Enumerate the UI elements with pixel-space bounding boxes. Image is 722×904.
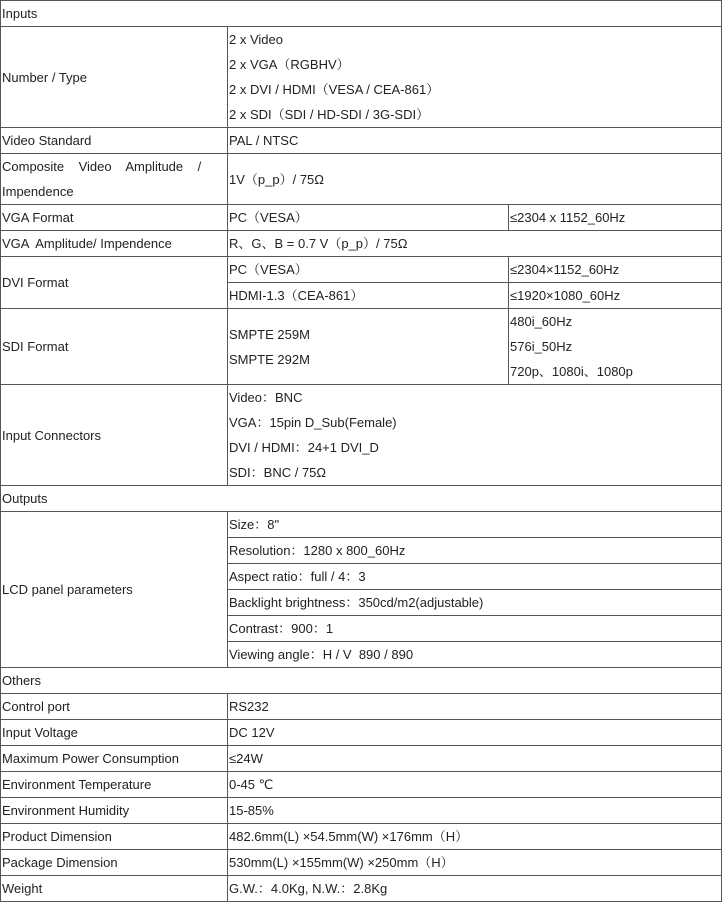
row-product-dimension (1, 824, 722, 850)
value-line: 720p、1080i、1080p (510, 364, 633, 379)
row-value: 482.6mm(L) ×54.5mm(W) ×176mm（H） (228, 824, 722, 850)
row-label (1, 154, 228, 205)
row-value: ≤24W (228, 746, 722, 772)
row-label: SDI Format (1, 309, 228, 385)
row-package-dimension (1, 850, 722, 876)
section-header-inputs (1, 1, 722, 27)
section-title: Inputs (1, 1, 722, 27)
row-control-port (1, 694, 722, 720)
row-value: PC（VESA） (228, 257, 509, 283)
value-line: SDI：BNC / 75Ω (229, 465, 327, 480)
row-sdi-format (1, 309, 722, 385)
row-value (228, 385, 722, 486)
row-label: Number / Type (1, 27, 228, 128)
row-value: R、G、B = 0.7 V（p_p）/ 75Ω (228, 231, 722, 257)
row-value: 530mm(L) ×155mm(W) ×250mm（H） (228, 850, 722, 876)
row-resolution: ≤1920×1080_60Hz (509, 283, 722, 309)
row-label: Environment Temperature (1, 772, 228, 798)
row-value: Contrast：900：1 (228, 616, 722, 642)
row-label: Package Dimension (1, 850, 228, 876)
row-value: HDMI-1.3（CEA-861） (228, 283, 509, 309)
row-value: Aspect ratio：full / 4：3 (228, 564, 722, 590)
value-line: VGA：15pin D_Sub(Female) (229, 415, 397, 430)
row-max-power (1, 746, 722, 772)
row-label: LCD panel parameters (1, 512, 228, 668)
value-line: Video：BNC (229, 390, 303, 405)
row-value: RS232 (228, 694, 722, 720)
section-header-others (1, 668, 722, 694)
row-env-humidity (1, 798, 722, 824)
row-value: Backlight brightness：350cd/m2(adjustable) (228, 590, 722, 616)
value-line: 2 x SDI（SDI / HD-SDI / 3G-SDI） (229, 107, 430, 122)
row-value (228, 27, 722, 128)
row-label: DVI Format (1, 257, 228, 309)
value-line: SMPTE 259M (229, 326, 310, 342)
row-value: Viewing angle：H / V 890 / 890 (228, 642, 722, 668)
row-value: 15-85% (228, 798, 722, 824)
section-header-outputs (1, 486, 722, 512)
row-vga-amplitude (1, 231, 722, 257)
row-label: Product Dimension (1, 824, 228, 850)
section-title: Outputs (1, 486, 722, 512)
value-line: DVI / HDMI：24+1 DVI_D (229, 440, 379, 455)
value-line: 2 x Video (229, 32, 283, 47)
row-value: 1V（p_p）/ 75Ω (228, 154, 722, 205)
row-input-connectors (1, 385, 722, 486)
value-line: 480i_60Hz (510, 314, 573, 329)
row-number-type (1, 27, 722, 128)
row-value: Resolution：1280 x 800_60Hz (228, 538, 722, 564)
row-value: Size：8" (228, 512, 722, 538)
row-resolution (509, 309, 722, 385)
row-input-voltage (1, 720, 722, 746)
row-label: Input Voltage (1, 720, 228, 746)
row-label: Control port (1, 694, 228, 720)
row-value: 0-45 ℃ (228, 772, 722, 798)
row-resolution: ≤2304×1152_60Hz (509, 257, 722, 283)
row-value: G.W.：4.0Kg, N.W.：2.8Kg (228, 876, 722, 902)
row-label: VGA Amplitude/ Impendence (1, 231, 228, 257)
row-resolution: ≤2304 x 1152_60Hz (509, 205, 722, 231)
row-weight (1, 876, 722, 902)
row-env-temperature (1, 772, 722, 798)
row-vga-format (1, 205, 722, 231)
row-value: PC（VESA） (228, 205, 509, 231)
row-dvi-format-pc (1, 257, 722, 283)
row-label: Environment Humidity (1, 798, 228, 824)
row-value: DC 12V (228, 720, 722, 746)
label-line: Impendence (2, 184, 74, 199)
row-label: Maximum Power Consumption (1, 746, 228, 772)
row-value: PAL / NTSC (228, 128, 722, 154)
row-lcd-size (1, 512, 722, 538)
row-label: Video Standard (1, 128, 228, 154)
section-title: Others (1, 668, 722, 694)
row-value (228, 309, 509, 385)
row-composite-video (1, 154, 722, 205)
row-label: VGA Format (1, 205, 228, 231)
row-video-standard (1, 128, 722, 154)
row-label: Weight (1, 876, 228, 902)
value-line: SMPTE 292M (229, 351, 310, 367)
row-label: Input Connectors (1, 385, 228, 486)
value-line: 576i_50Hz (510, 339, 573, 354)
value-line: 2 x VGA（RGBHV） (229, 57, 350, 72)
value-line: 2 x DVI / HDMI（VESA / CEA-861） (229, 82, 440, 97)
label-line: Composite Video Amplitude / (2, 159, 202, 174)
